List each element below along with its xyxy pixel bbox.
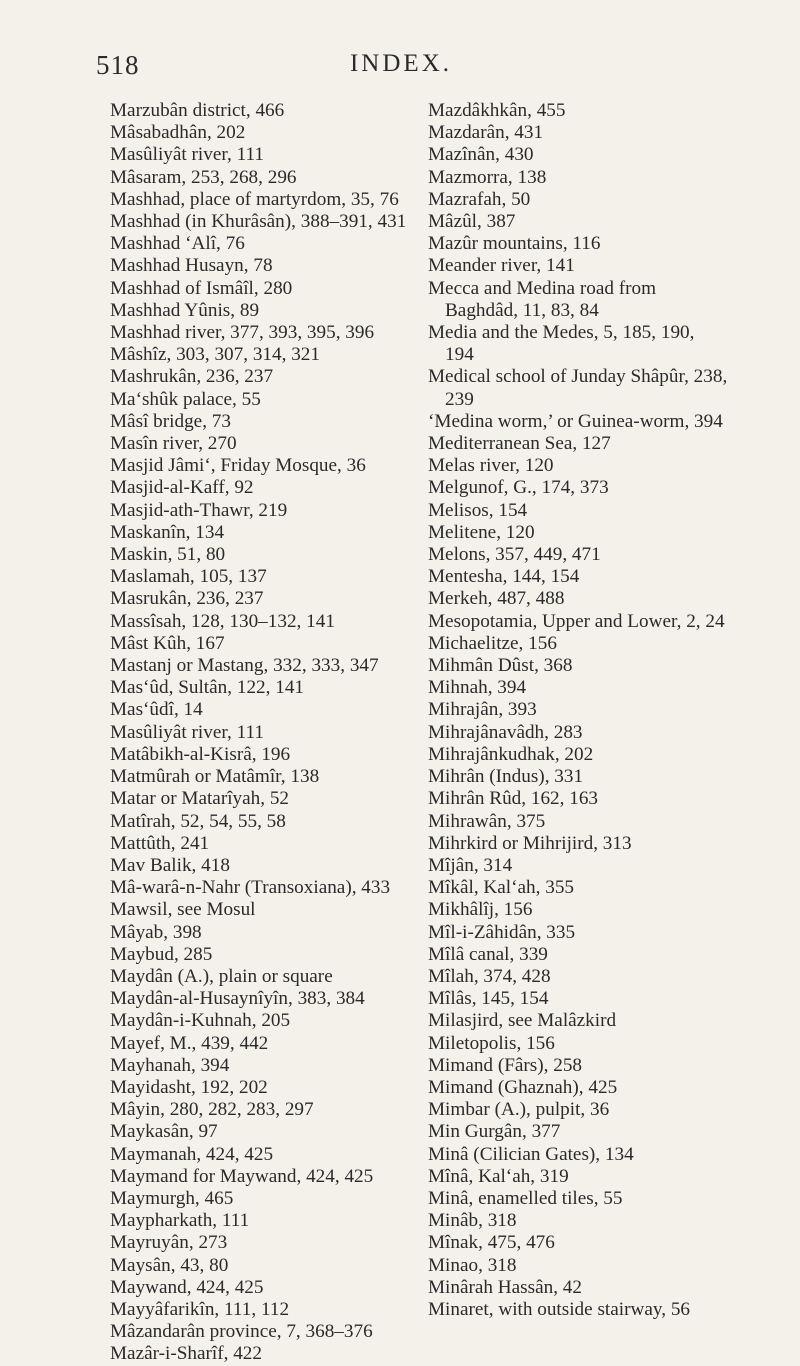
index-entry: Miletopolis, 156 — [428, 1032, 555, 1054]
index-entry: Maykasân, 97 — [110, 1121, 218, 1143]
index-entry: Melas river, 120 — [428, 455, 554, 477]
index-entry: Mihnah, 394 — [428, 677, 527, 699]
index-entry: Merkeh, 487, 488 — [428, 588, 565, 610]
index-entry: Melisos, 154 — [428, 499, 528, 521]
index-entry: Mashhad Yûnis, 89 — [110, 299, 260, 321]
index-entry: Mawsil, see Mosul — [110, 899, 256, 921]
index-entry: Maymanah, 424, 425 — [110, 1143, 274, 1165]
running-head-title: INDEX. — [349, 50, 452, 77]
index-entry: Minao, 318 — [428, 1254, 517, 1276]
index-entry: Mihrajân, 393 — [428, 699, 537, 721]
index-entry: Minâ (Cilician Gates), 134 — [428, 1143, 634, 1165]
index-column-right — [428, 100, 728, 1321]
index-entry: Maydân (A.), plain or square — [110, 965, 333, 987]
index-entry: Maypharkath, 111 — [110, 1210, 250, 1232]
index-entry: Mediterranean Sea, 127 — [428, 433, 611, 455]
index-entry: Melgunof, G., 174, 373 — [428, 477, 609, 499]
index-entry: Masûliyât river, 111 — [110, 721, 264, 743]
index-entry: Maskin, 51, 80 — [110, 544, 226, 566]
index-entry: Marzubân district, 466 — [110, 100, 285, 121]
index-entry: Mînâ, Kal‘ah, 319 — [428, 1165, 569, 1187]
index-entry: Minârah Hassân, 42 — [428, 1276, 582, 1298]
index-entry: Masîn river, 270 — [110, 433, 237, 455]
index-entry: Melons, 357, 449, 471 — [428, 544, 601, 566]
index-entry: Mâsaram, 253, 268, 296 — [110, 166, 297, 188]
index-entry: Mashhad of Ismâîl, 280 — [110, 277, 293, 299]
index-entry: Mas‘ûd, Sultân, 122, 141 — [110, 677, 305, 699]
index-entry: Meander river, 141 — [428, 255, 575, 277]
index-entry: Masûliyât river, 111 — [110, 144, 264, 166]
index-entry: Mashhad Husayn, 78 — [110, 255, 273, 277]
index-entry: Masjid-ath-Thawr, 219 — [110, 499, 288, 521]
index-entry: Mîkâl, Kal‘ah, 355 — [428, 877, 575, 899]
index-entry: Mikhâlîj, 156 — [428, 899, 533, 921]
index-entry: Mazâr-i-Sharîf, 422 — [110, 1343, 262, 1365]
index-entry: Mazrafah, 50 — [428, 188, 531, 210]
index-entry: Maskanîn, 134 — [110, 521, 225, 543]
index-entry: Mîjân, 314 — [428, 854, 513, 876]
index-entry: Mihrawân, 375 — [428, 810, 546, 832]
index-entry: Mâyin, 280, 282, 283, 297 — [110, 1099, 314, 1121]
index-entry: Maslamah, 105, 137 — [110, 566, 267, 588]
index-entry: ‘Medina worm,’ or Guinea-worm, 394 — [428, 410, 723, 432]
index-entry: Mattûth, 241 — [110, 832, 210, 854]
index-entry: Maymurgh, 465 — [110, 1187, 234, 1209]
index-entry: Mimand (Ghaznah), 425 — [428, 1076, 618, 1098]
index-entry: Mashhad river, 377, 393, 395, 396 — [110, 322, 375, 344]
index-entry: Mecca and Medina road from Baghdâd, 11, 83, 84 — [428, 277, 657, 321]
index-entry: Mimbar (A.), pulpit, 36 — [428, 1099, 610, 1121]
index-entry: Mashhad (in Khurâsân), 388–391, 431 — [110, 211, 407, 233]
index-entry: Ma‘shûk palace, 55 — [110, 388, 261, 410]
index-entry: Mas‘ûdî, 14 — [110, 699, 203, 721]
index-entry: Mîlâs, 145, 154 — [428, 988, 549, 1010]
index-entry: Mazûr mountains, 116 — [428, 233, 601, 255]
index-entry: Masjid-al-Kaff, 92 — [110, 477, 254, 499]
index-entry: Mâyab, 398 — [110, 921, 202, 943]
index-entry: Mîl-i-Zâhidân, 335 — [428, 921, 576, 943]
index-entry: Mesopotamia, Upper and Lower, 2, 24 — [428, 610, 725, 632]
index-entry: Mayidasht, 192, 202 — [110, 1076, 268, 1098]
index-entry: Mâ-warâ-n-Nahr (Transoxiana), 433 — [110, 877, 391, 899]
index-entry: Maydân-al-Husaynîyîn, 383, 384 — [110, 988, 365, 1010]
index-entry: Maymand for Maywand, 424, 425 — [110, 1165, 374, 1187]
index-entry: Maywand, 424, 425 — [110, 1276, 264, 1298]
index-entry: Massîsah, 128, 130–132, 141 — [110, 610, 335, 632]
index-entry: Mazmorra, 138 — [428, 166, 547, 188]
index-entry: Mayef, M., 439, 442 — [110, 1032, 269, 1054]
index-entry: Mashrukân, 236, 237 — [110, 366, 274, 388]
index-entry: Masjid Jâmi‘, Friday Mosque, 36 — [110, 455, 366, 477]
index-entry: Minaret, with outside stairway, 56 — [428, 1298, 691, 1320]
index-entry: Milasjird, see Malâzkird — [428, 1010, 617, 1032]
index-entry: Minâ, enamelled tiles, 55 — [428, 1187, 623, 1209]
index-entry: Maydân-i-Kuhnah, 205 — [110, 1010, 291, 1032]
index-entry: Michaelitze, 156 — [428, 632, 557, 654]
index-entry: Mâshîz, 303, 307, 314, 321 — [110, 344, 320, 366]
index-entry: Matmûrah or Matâmîr, 138 — [110, 766, 320, 788]
page-number: 518 — [96, 50, 140, 80]
index-entry: Mimand (Fârs), 258 — [428, 1054, 583, 1076]
index-entry: Matâbikh-al-Kisrâ, 196 — [110, 743, 291, 765]
index-entry: Mihrân Rûd, 162, 163 — [428, 788, 599, 810]
index-entry: Mâsî bridge, 73 — [110, 410, 231, 432]
index-entry: Masrukân, 236, 237 — [110, 588, 264, 610]
index-entry: Min Gurgân, 377 — [428, 1121, 561, 1143]
index-entry: Medical school of Junday Shâpûr, 238, 239 — [428, 366, 728, 410]
index-entry: Mâsabadhân, 202 — [110, 122, 246, 144]
index-entry: Mihrân (Indus), 331 — [428, 766, 584, 788]
index-entry: Mihrkird or Mihrijird, 313 — [428, 832, 632, 854]
index-entry: Mâzûl, 387 — [428, 211, 516, 233]
index-entry: Mihrajânavâdh, 283 — [428, 721, 583, 743]
index-entry: Mihrajânkudhak, 202 — [428, 743, 594, 765]
index-entry: Mîlah, 374, 428 — [428, 965, 551, 987]
index-entry: Mazdâkhkân, 455 — [428, 100, 566, 121]
index-entry: Maybud, 285 — [110, 943, 213, 965]
page-header — [96, 50, 706, 90]
index-entry: Mînak, 475, 476 — [428, 1232, 555, 1254]
index-entry: Minâb, 318 — [428, 1210, 517, 1232]
index-entry: Mav Balik, 418 — [110, 854, 230, 876]
index-entry: Maysân, 43, 80 — [110, 1254, 229, 1276]
index-entry: Mashhad, place of martyrdom, 35, 76 — [110, 188, 399, 210]
index-column-left — [110, 100, 410, 1366]
index-entry: Mayhanah, 394 — [110, 1054, 230, 1076]
index-entry: Mâst Kûh, 167 — [110, 632, 225, 654]
index-entry: Mashhad ‘Alî, 76 — [110, 233, 245, 255]
index-entry: Melitene, 120 — [428, 521, 535, 543]
index-entry: Mayruyân, 273 — [110, 1232, 228, 1254]
index-entry: Mâzandarân province, 7, 368–376 — [110, 1321, 373, 1343]
index-entry: Mihmân Dûst, 368 — [428, 655, 573, 677]
index-entry: Media and the Medes, 5, 185, 190, 194 — [428, 322, 695, 366]
index-entry: Matar or Matarîyah, 52 — [110, 788, 290, 810]
index-entry: Mazînân, 430 — [428, 144, 534, 166]
index-entry: Mastanj or Mastang, 332, 333, 347 — [110, 655, 379, 677]
index-entry: Mîlâ canal, 339 — [428, 943, 548, 965]
index-entry: Mayyâfarikîn, 111, 112 — [110, 1298, 290, 1320]
index-entry: Mentesha, 144, 154 — [428, 566, 580, 588]
index-entry: Mazdarân, 431 — [428, 122, 544, 144]
index-entry: Matîrah, 52, 54, 55, 58 — [110, 810, 286, 832]
